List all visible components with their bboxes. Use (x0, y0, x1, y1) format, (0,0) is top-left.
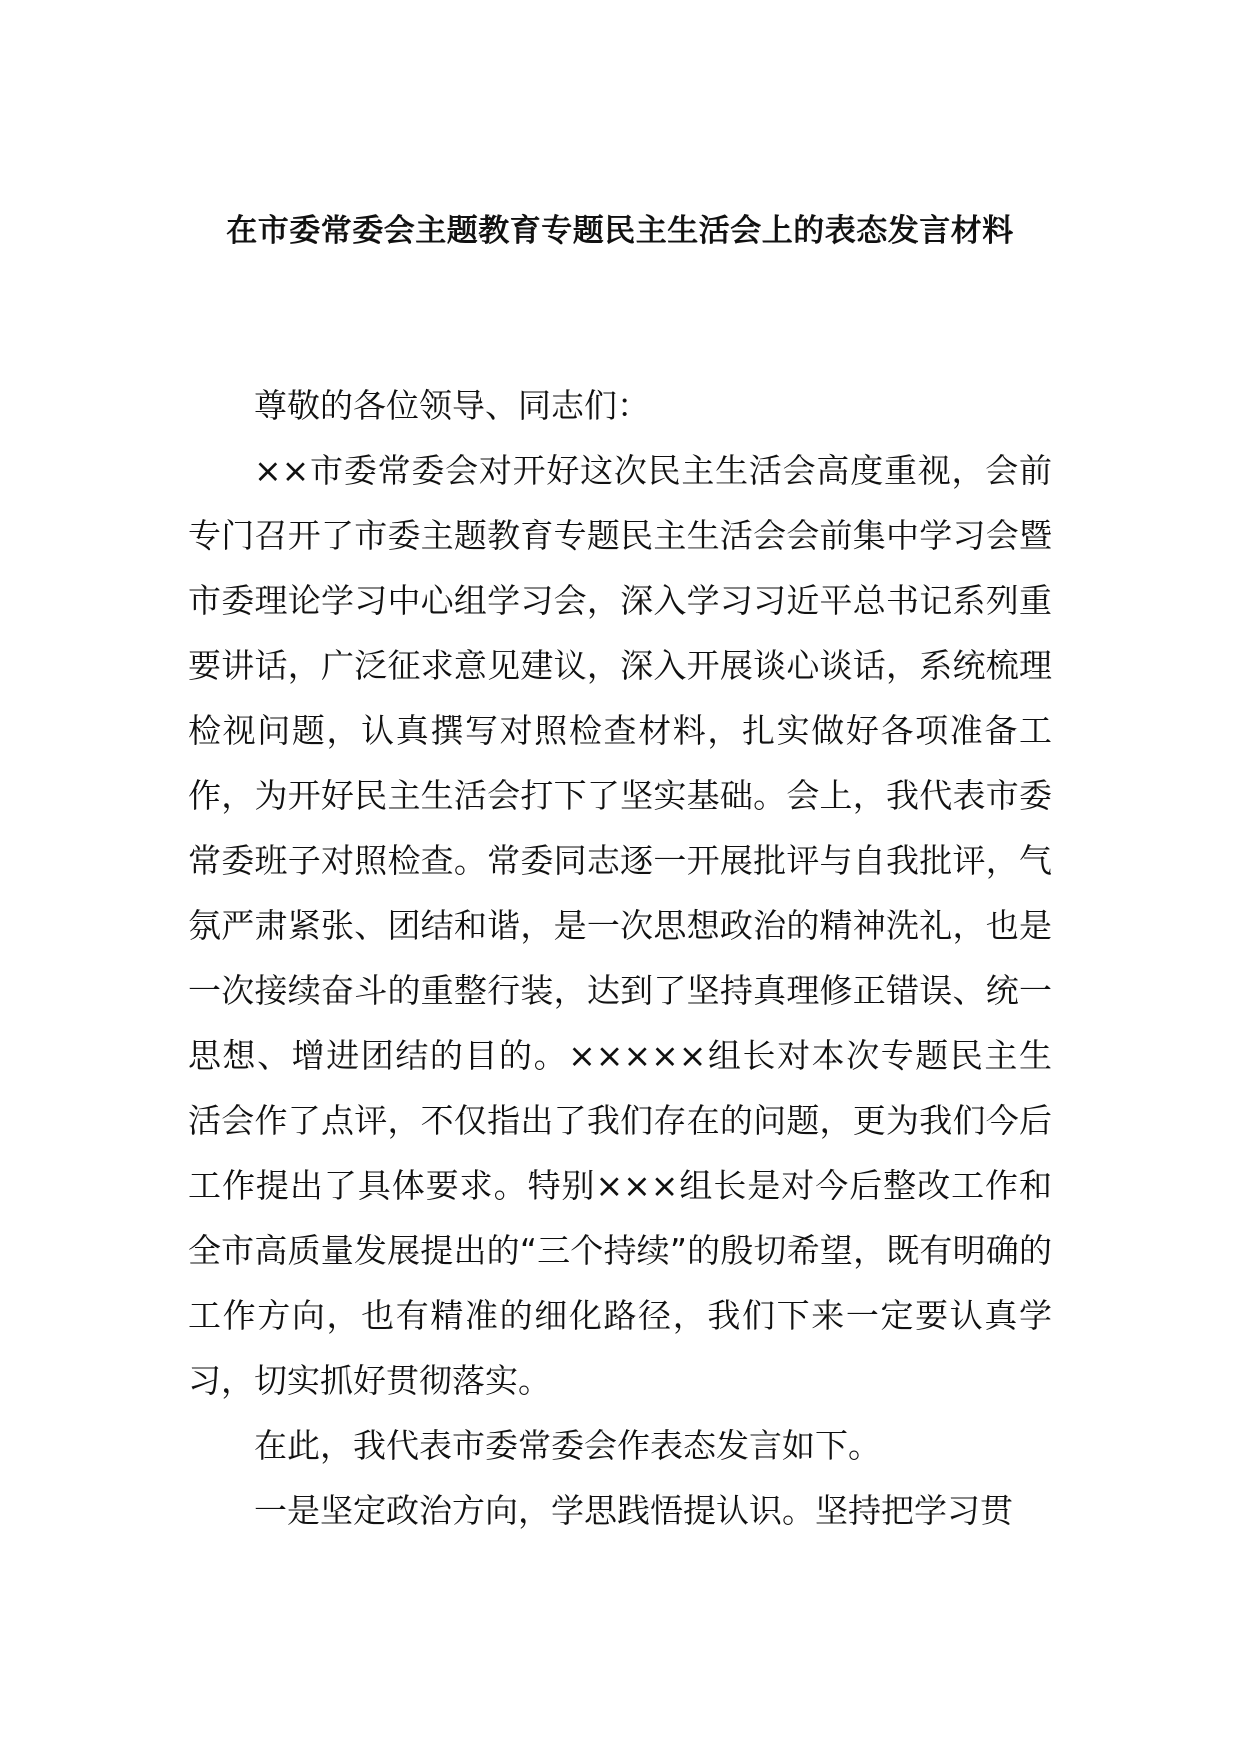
document-title: 在市委常委会主题教育专题民主生活会上的表态发言材料 (226, 213, 1014, 249)
body-paragraph: 在此，我代表市委常委会作表态发言如下。 (254, 1426, 881, 1465)
body-paragraph: 一是坚定政治方向，学思践悟提认识。坚持把学习贯 (254, 1491, 1013, 1530)
salutation-paragraph: 尊敬的各位领导、同志们： (254, 386, 650, 425)
document-body (188, 373, 1052, 1543)
body-paragraph: ××市委常委会对开好这次民主生活会高度重视，会前专门召开了市委主题教育专题民主生活会会前集中学习会暨市委理论学习中心组学习会，深入学习习近平总书记系列重要讲话，广泛征求意见建议，深入开展谈心谈话，系统梳理检视问题，认真撰写对照检查材料，扎实做好各项准备工作，为开好民主生活会打下了坚实基础。会上，我代表市委常委班子对照检查。常委同志逐一开展批评与自我批评，气氛严肃紧张、团结和谐，是一次思想政治的精神洗礼，也是一次接续奋斗的重整行装，达到了坚持真理修正错误、统一思想、增进团结的目的。×××××组长对本次专题民主生活会作了点评，不仅指出了我们存在的问题，更为我们今后工作提出了具体要求。特别×××组长是对今后整改工作和全市高质量发展提出的“三个持续”的殷切希望，既有明确的工作方向，也有精准的细化路径，我们下来一定要认真学习，切实抓好贯彻落实。 (188, 451, 1052, 1400)
